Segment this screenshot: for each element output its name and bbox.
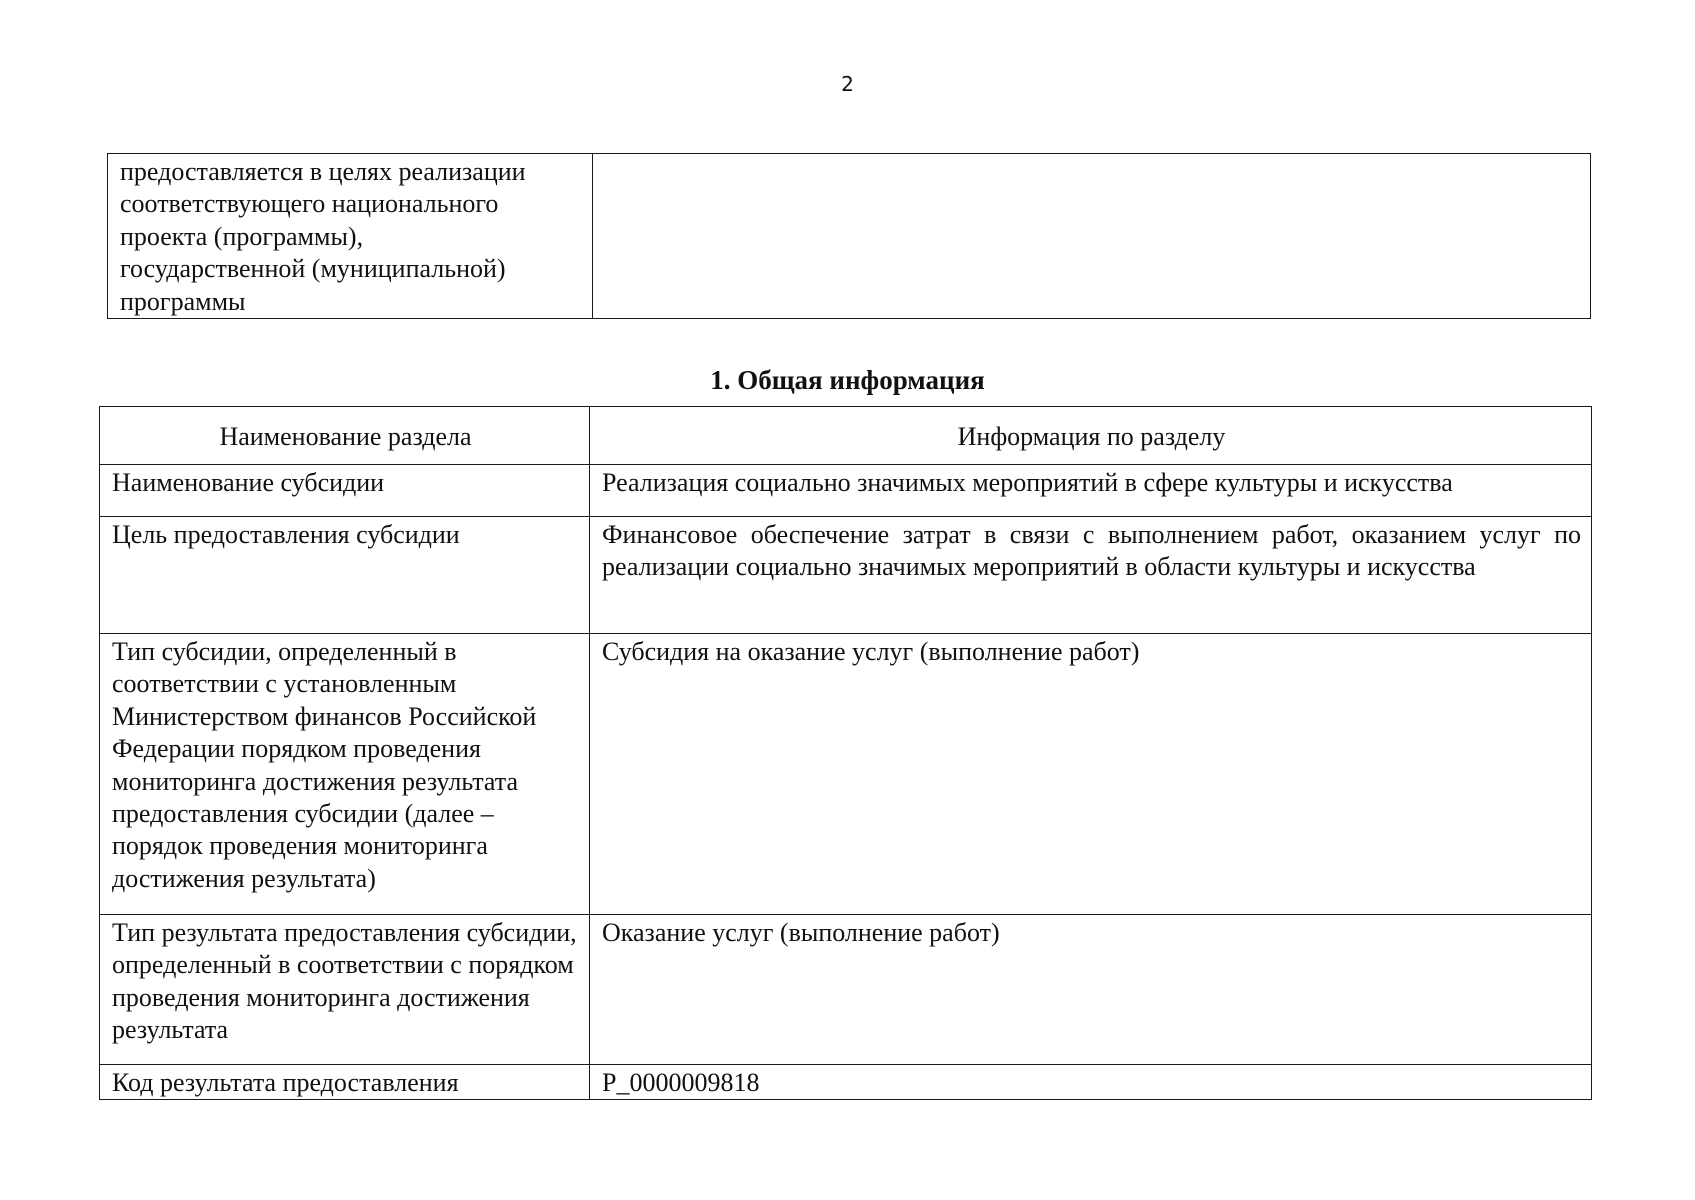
table-row	[100, 915, 1592, 1065]
row-info-cell: Оказание услуг (выполнение работ)	[590, 915, 1592, 1065]
page-number: 2	[841, 72, 854, 96]
table-row	[100, 517, 1592, 634]
table-row	[100, 465, 1592, 517]
table-cell-right	[593, 154, 1591, 319]
table-header-row	[100, 407, 1592, 465]
table-row	[108, 154, 1591, 319]
column-header-info: Информация по разделу	[590, 407, 1592, 465]
row-info-cell: Финансовое обеспечение затрат в связи с выполнением работ, оказанием услуг по реализации социально значимых мероприятий в области культуры и искусства	[590, 517, 1592, 634]
row-info-cell: P_0000009818	[590, 1065, 1592, 1100]
row-name-cell: Наименование субсидии	[100, 465, 590, 517]
continuation-table	[107, 153, 1591, 319]
table-row	[100, 1065, 1592, 1100]
row-name-cell: Тип субсидии, определенный в соответствии с установленным Министерством финансов Российской Федерации порядком проведения мониторинга достижения результата предоставления субсидии (далее – порядок проведения мониторинга достижения результата)	[100, 634, 590, 915]
row-name-cell: Код результата предоставления	[100, 1065, 590, 1100]
table-cell-left	[108, 154, 593, 319]
info-table	[99, 406, 1592, 1100]
continuation-left-text: предоставляется в целях реализации соответствующего национального проекта (программы), государственной (муниципальной) программы	[120, 157, 526, 316]
section-title: 1. Общая информация	[710, 365, 985, 395]
continuation-right-text	[593, 154, 1590, 156]
row-name-cell: Тип результата предоставления субсидии, определенный в соответствии с порядком проведения мониторинга достижения результата	[100, 915, 590, 1065]
row-name-cell: Цель предоставления субсидии	[100, 517, 590, 634]
column-header-name: Наименование раздела	[100, 407, 590, 465]
row-info-cell: Реализация социально значимых мероприятий в сфере культуры и искусства	[590, 465, 1592, 517]
table-row	[100, 634, 1592, 915]
row-info-cell: Субсидия на оказание услуг (выполнение работ)	[590, 634, 1592, 915]
